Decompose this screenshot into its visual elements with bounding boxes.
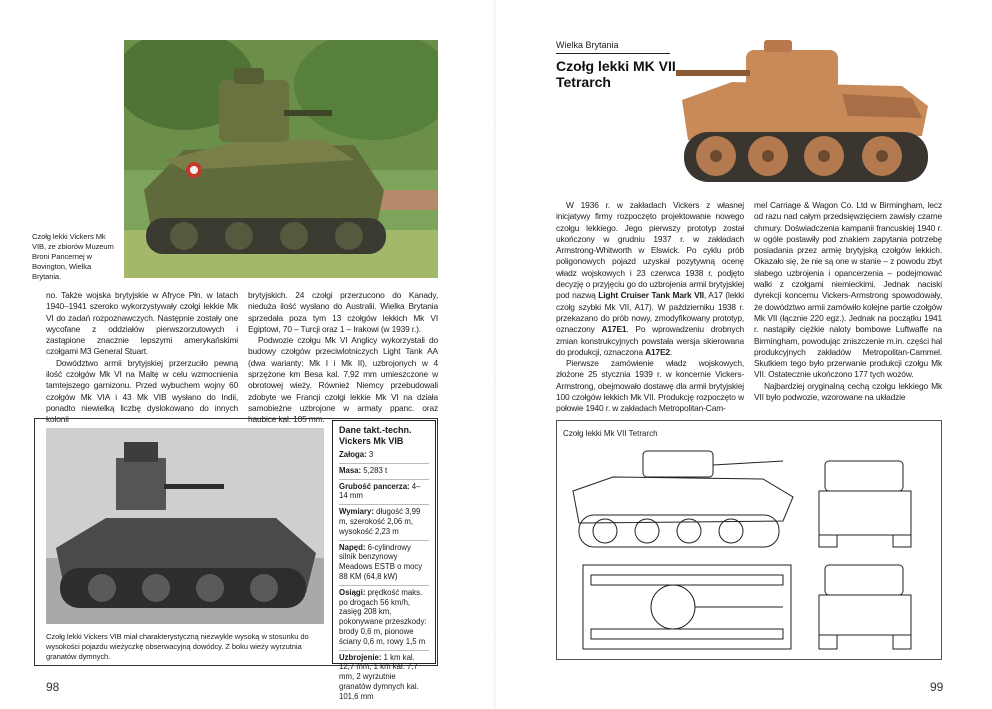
spec-row-armament: Uzbrojenie: 1 km kal. 12,7 mm, 1 km kal. 7,7 mm, 2 wyrzutnie granatów dymnych kal. 101,6 mm	[339, 652, 419, 701]
left-col2-paragraph-1: brytyjskich. 24 czołgi przerzucono do Kanady, nieduża ilość wysłano do Australii. Wielka Brytania sprzedała poza tym 13 czołgów lekkich Mk VI Egiptowi, 70 – Turcji oraz 1 – Irakowi (w 1939 r.).	[248, 290, 438, 334]
right-col2-paragraph-2: Najbardziej oryginalną cechą czołgu lekkiego Mk VII było podwozie, wzorowane na układzie	[754, 380, 942, 403]
tetrarch-line-drawings	[563, 441, 937, 657]
section-label: Wielka Brytania	[556, 40, 619, 50]
bw-photo-caption: Czołg lekki Vickers VIB miał charakterystyczną niezwykle wysoką w stosunku do wysokości pojazdu wieżyczkę obserwacyjną dowódcy. Z boku wieży wyrzutnia granatów dymnych.	[46, 632, 309, 661]
right-page	[496, 0, 992, 709]
right-col1-paragraph-2: Pierwsze zamówienie władz wojskowych, złożone 25 stycznia 1939 r. w koncernie Vickers-Armstrong, obejmowało dostawę dla armii brytyjskiej 100 czołgów lekkich Mk VII. Produkcję rozpoczęto w połowie 1940 r. w zakładach Metropolitan-Cam-	[556, 358, 744, 414]
right-col1-paragraph-1: W 1936 r. w zakładach Vickers z własnej inicjatywy firmy rozpoczęto projektowanie nowego czołgu lekkiego. Jego pierwszy prototyp został ukończony w grudniu 1937 r. w zakładach Armstrong-Whitworth w Elswick. Po cyklu prób poligonowych pojazd uzyskał pozytywną ocenę władz wojskowych i 23 czerwca 1938 r. podjęto decyzję o przyjęciu go do uzbrojenia armii brytyjskiej pod nazwą Light Cruiser Tank Mark VII, A17 (lekki czołg szybki Mk VII, A17). W październiku 1938 r. przekazano do prób nowy, zmodyfikowany prototyp, oznaczony A17E1. Po wprowadzeniu drobnych zmian konstrukcyjnych powstała wersja skierowana do produkcji, oznaczona A17E2.	[556, 200, 744, 357]
tank-designation-light-cruiser: Light Cruiser Tank Mark VII	[598, 290, 704, 301]
spec-title-line2: Vickers Mk VIB	[339, 436, 404, 446]
left-col2-paragraph-2: Podwozie czołgu Mk VI Anglicy wykorzystali do budowy czołgów przeciwlotniczych Light Tank AA (dwa warianty: Mk I i Mk II), uzbrojonych w 4 sprzężone km Besa kal. 7,92 mm umieszczone w obrotowej wieży. Również Niemcy przebudowali zdobyte we Francji czołgi lekkie Mk VI na działa samobieżne uzbrojone w armaty ppanc. oraz haubice kal. 105 mm.	[248, 335, 438, 425]
spec-title-line1: Dane takt.-techn.	[339, 425, 412, 435]
spec-row-mass: Masa: 5,283 t	[339, 466, 429, 480]
left-col1-paragraph-1: no. Także wojska brytyjskie w Afryce Płn. w latach 1940–1941 szeroko wykorzystywały czołgi lekkie Mk VI do zadań rozpoznawczych. Następnie zostały one wycofane z oddziałów pierwszorzutowych i zastąpione znacznie lepszymi amerykańskimi czołgami M3 General Stuart.	[46, 290, 238, 357]
tech-spec-box	[332, 420, 436, 701]
color-photo-caption: Czołg lekki Vickers Mk VIB, ze zbiorów Muzeum Broni Pancernej w Bovington, Wielka Brytania.	[32, 232, 114, 281]
tank-title-line2: Tetrarch	[556, 74, 611, 90]
tank-title-line1: Czołg lekki MK VII	[556, 58, 676, 74]
spec-row-crew: Załoga: 3	[339, 450, 429, 464]
left-text-column-2	[248, 290, 438, 426]
left-text-column-1	[46, 290, 238, 426]
bw-tank-graphic	[46, 428, 324, 624]
right-text-column-1	[556, 200, 744, 415]
right-text-column-2	[754, 200, 942, 403]
left-col1-paragraph-2: Dowództwo armii brytyjskiej przerzuciło pewną ilość czołgów Mk VI na Maltę w celu wzmocnienia tamtejszego garnizonu. Przed wybuchem wojny 60 czołgów Mk VIA i 43 Mk VIB wysłano do Indii, ponadto niewielką liczbę dyslokowano do innych kolonii	[46, 357, 238, 425]
spec-row-armor: Grubość pancerza: 4–14 mm	[339, 482, 429, 506]
drawing-label: Czołg lekki Mk VII Tetrarch	[563, 429, 658, 438]
spec-row-engine: Napęd: 6-cylindrowy silnik benzynowy Meadows ESTB o mocy 88 KM (64,8 kW)	[339, 543, 429, 586]
technical-drawing-box	[556, 420, 942, 660]
designation-a17e2: A17E2	[645, 346, 670, 357]
right-col2-paragraph-1: mel Carriage & Wagon Co. Ltd w Birmingham, lecz od razu nad całym przedsięwzięciem zawisły czarne chmury. Doświadczenia kampanii francuskiej 1940 r. w ogóle postawiły pod znakiem zapytania potrzebę posiadania przez armię brytyjską czołgów lekkich. Okazało się, że nie są one w stanie – z powodu zbyt słabego uzbrojenia i opancerzenia – podejmować walki z czołgami niemieckimi. Jednak naciski dyrekcji koncernu Vickers-Armstrong spowodowały, że dowództwo armii zamówiło kolejne partie czołgów Mk VII (łącznie 220 egz.). Jednak na początku 1941 r. nastąpiły ciężkie naloty bombowe Luftwaffe na Birmingham, powodując zniszczenie m.in. części hal produkcyjnych zakładów Metropolitan-Cammel. Skutkiem tego było przerwanie produkcji czołgu Mk VII. Ostatecznie ukończono 177 tych wozów.	[754, 200, 943, 380]
spec-row-performance: Osiągi: prędkość maks. po drogach 56 km/h, zasięg 208 km, pokonywane przeszkody: brody 0,6 m, pionowe ściany 0,6 m, rowy 1,5 m	[339, 588, 429, 651]
color-photo-vickers-mk-vib	[124, 40, 438, 278]
page-number-right: 99	[930, 680, 944, 694]
tetrarch-tank-graphic	[672, 36, 934, 186]
tank-photo-graphic	[124, 40, 438, 278]
page-number-left: 98	[46, 680, 60, 694]
spec-row-dimensions: Wymiary: długość 3,99 m, szerokość 2,06 m, wysokość 2,23 m	[339, 507, 429, 540]
tetrarch-color-illustration	[672, 36, 934, 186]
section-rule	[556, 53, 670, 54]
bw-photo-vickers-vib	[46, 428, 324, 624]
designation-a17e1: A17E1	[601, 324, 627, 335]
